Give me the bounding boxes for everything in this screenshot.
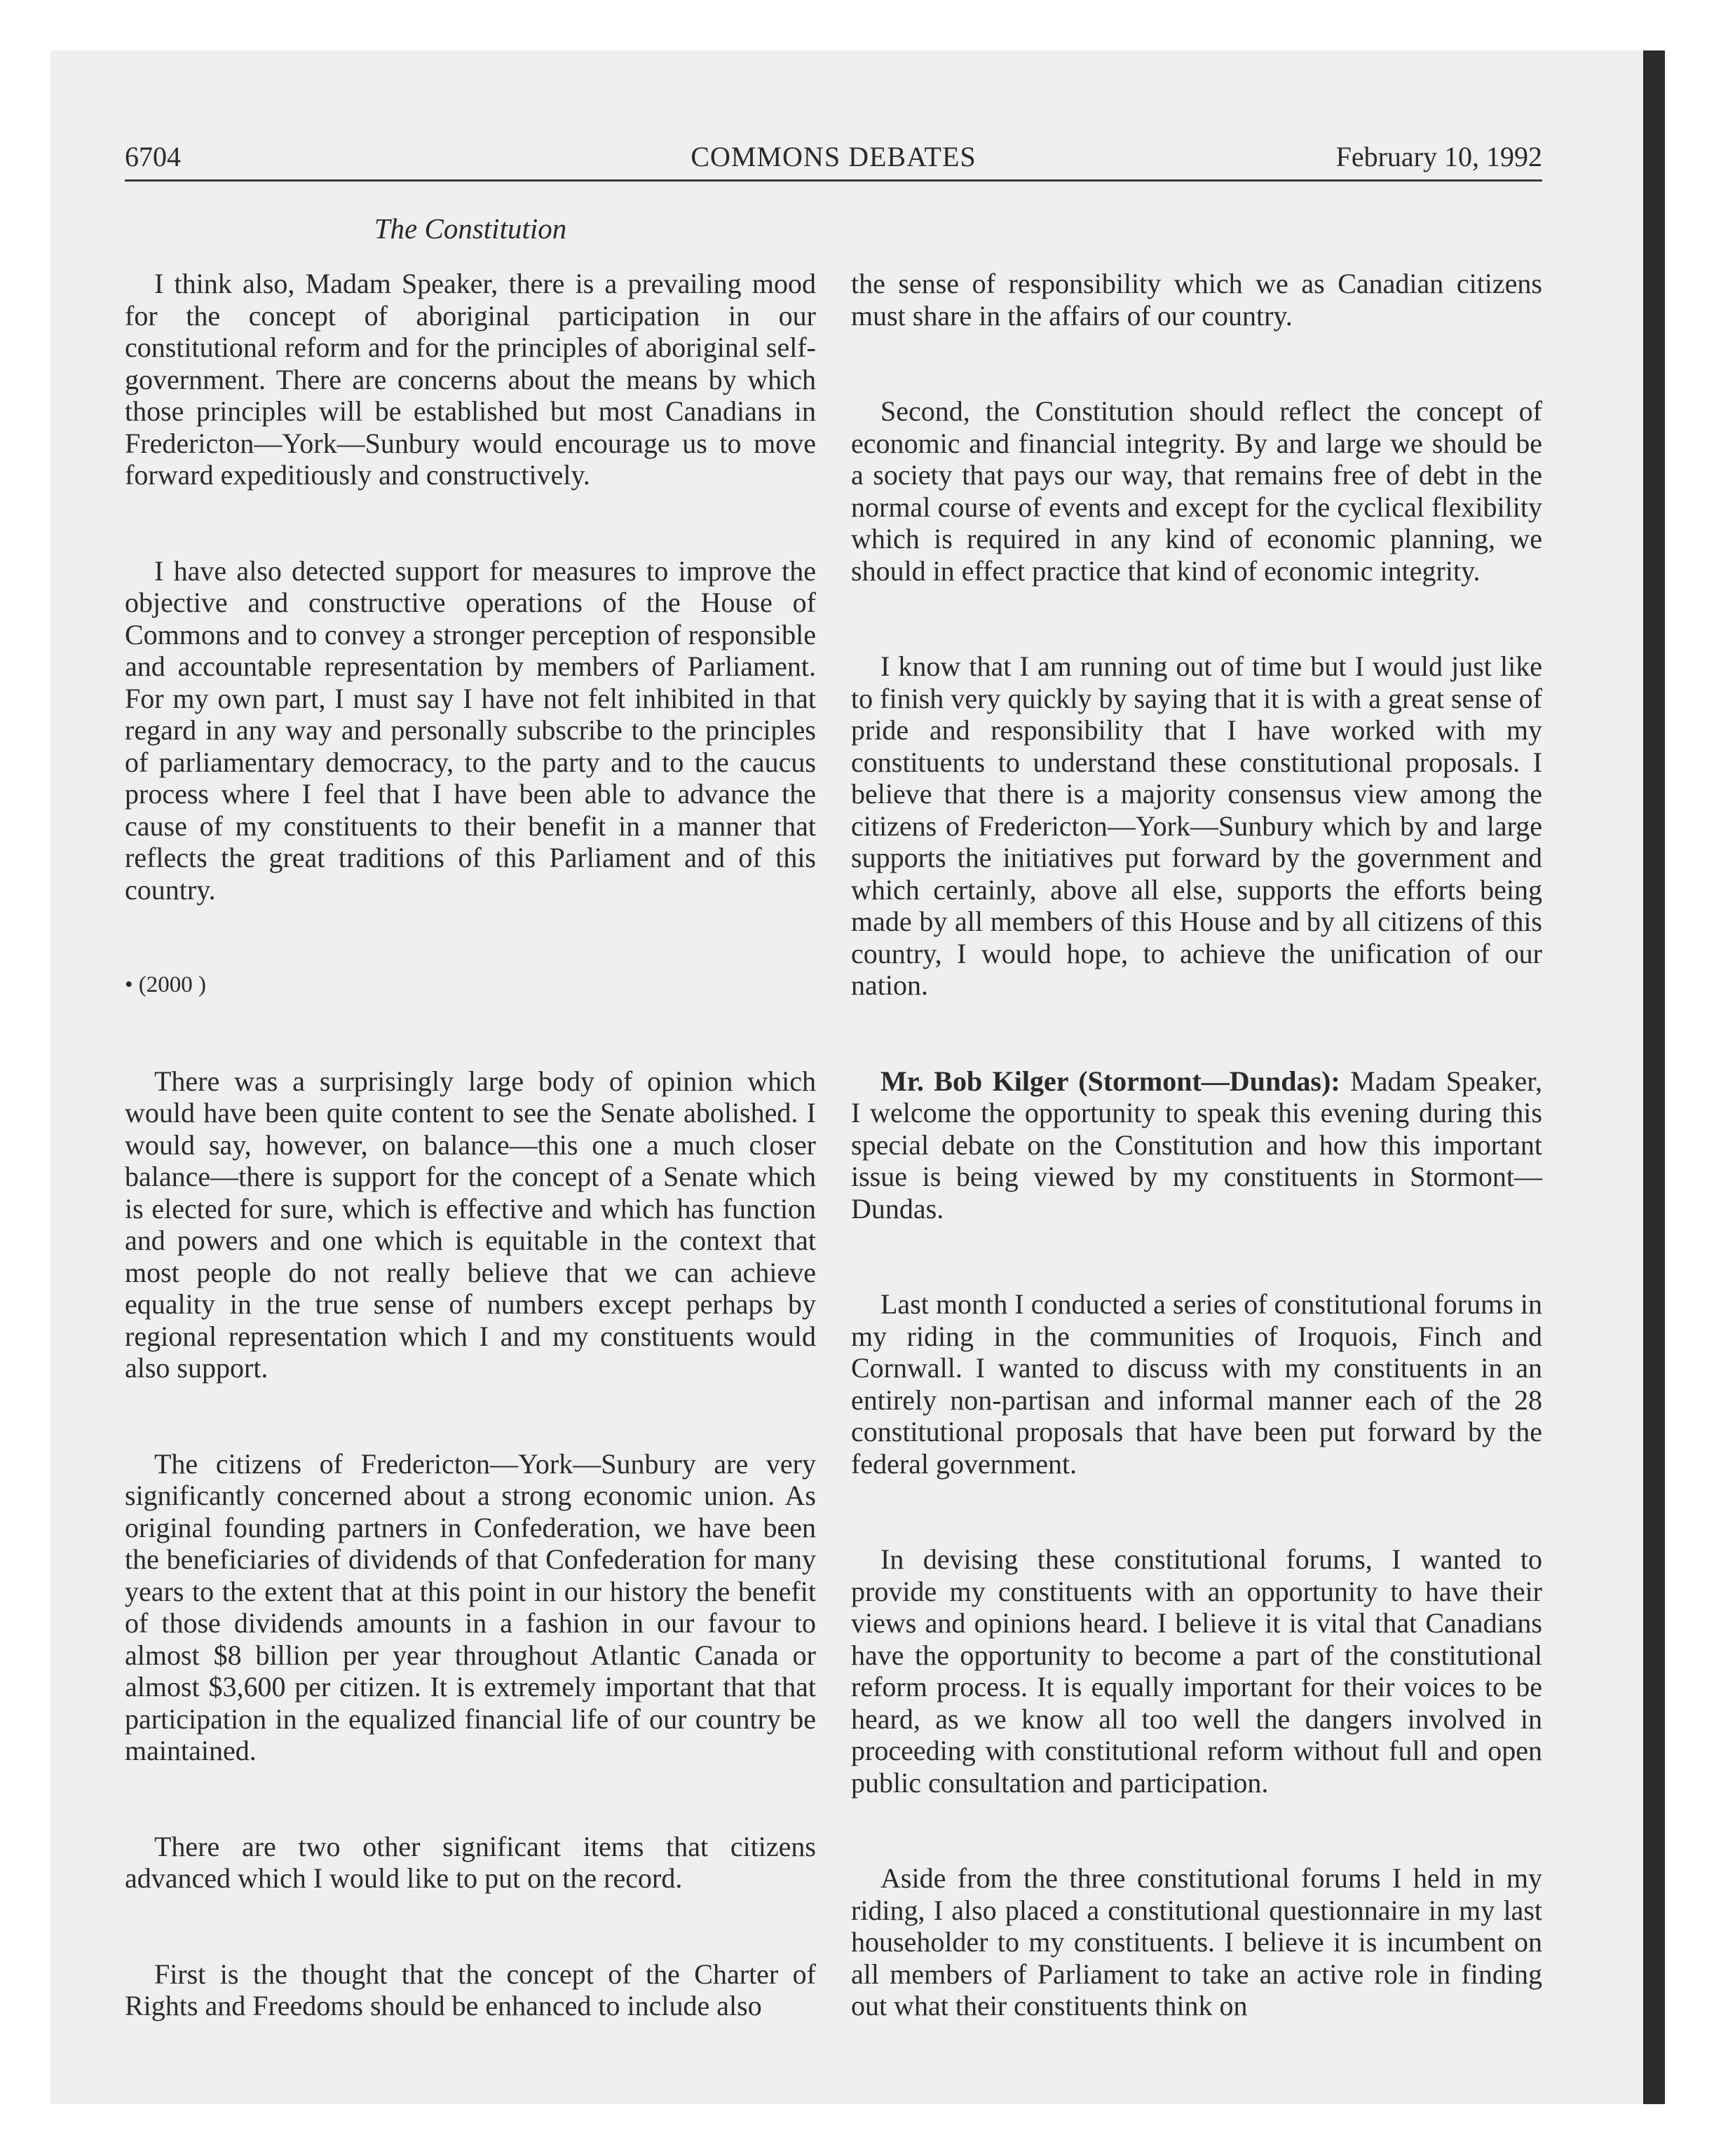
left-column [125, 268, 816, 2022]
speaker-name: Mr. Bob Kilger (Stormont—Dundas): [880, 1065, 1340, 1097]
paragraph: In devising these constitutional forums, I wanted to provide my constituents with an opportunity to have their views and opinions heard. I believe it is vital that Canadians have the opportunity to become a part of the constitutional reform process. It is equally important for their voices to be heard, as we know all too well the dangers involved in proceeding with constitutional reform without full and open public consultation and participation. [851, 1543, 1542, 1799]
page-number: 6704 [125, 141, 181, 172]
section-title: The Constitution [374, 212, 567, 245]
paragraph: There was a surprisingly large body of opinion which would have been quite content to see the Senate abolished. I would say, however, on balance—this one a much closer balance—there is support for the concept of a Senate which is elected for sure, which is effective and which has function and powers and one which is equitable in the context that most people do not really believe that we can achieve equality in the true sense of numbers except perhaps by regional representation which I and my constituents would also support. [125, 1065, 816, 1384]
paragraph: Last month I conducted a series of constitutional forums in my riding in the communities of Iroquois, Finch and Cornwall. I wanted to discuss with my constituents in an entirely non-partisan and informal manner each of the 28 constitutional proposals that have been put forward by the federal government. [851, 1288, 1542, 1480]
page-header [125, 140, 1542, 182]
right-column [851, 268, 1542, 2022]
paragraph: I know that I am running out of time but I would just like to finish very quickly by saying that it is with a great sense of pride and responsibility that I have worked with my constituents to understand these constitutional proposals. I believe that there is a majority consensus view among the citizens of Fredericton—York—Sunbury which by and large supports the initiatives put forward by the government and which certainly, above all else, supports the efforts being made by all members of this House and by all citizens of this country, I would hope, to achieve the unification of our nation. [851, 650, 1542, 1001]
speech-text: Madam Speaker, I welcome the opportunity to speak this evening during this special debate on the Constitution and how this important issue is being viewed by my constituents in Stormont—Dundas. [851, 1065, 1543, 1224]
paragraph: The citizens of Fredericton—York—Sunbury are very significantly concerned about a strong economic union. As original founding partners in Confederation, we have been the beneficiaries of dividends of that Confederation for many years to the extent that at this point in our history the benefit of those dividends amounts in a fashion in our favour to almost $8 billion per year throughout Atlantic Canada or almost $3,600 per citizen. It is extremely important that that participation in the equalized financial life of our country be maintained. [125, 1447, 816, 1766]
paragraph: Aside from the three constitutional forums I held in my riding, I also placed a constitutional questionnaire in my last householder to my constituents. I believe it is incumbent on all members of Parliament to take an active role in finding out what their constituents think on [851, 1862, 1542, 2021]
paragraph: I have also detected support for measures to improve the objective and constructive operations of the House of Commons and to convey a stronger perception of responsible and accountable representation by members of Parliament. For my own part, I must say I have not felt inhibited in that regard in any way and personally subscribe to the principles of parliamentary democracy, to the party and to the caucus process where I feel that I have been able to advance the cause of my constituents to their benefit in a manner that reflects the great traditions of this Parliament and of this country. [125, 554, 816, 906]
paragraph: I think also, Madam Speaker, there is a prevailing mood for the concept of aboriginal participation in our constitutional reform and for the principles of aboriginal self-government. There are concerns about the means by which those principles will be established but most Canadians in Fredericton—York—Sunbury would encourage us to move forward expeditiously and constructively. [125, 268, 816, 491]
paragraph: Second, the Constitution should reflect the concept of economic and financial integrity. By and large we should be a society that pays our way, that remains free of debt in the normal course of events and except for the cyclical flexibility which is required in any kind of economic planning, we should in effect practice that kind of economic integrity. [851, 395, 1542, 587]
paragraph: the sense of responsibility which we as Canadian citizens must share in the affairs of our country. [851, 268, 1542, 332]
time-marker: • (2000 ) [125, 972, 207, 997]
journal-title: COMMONS DEBATES [690, 141, 977, 172]
speech-paragraph [851, 1065, 1542, 1225]
scan-edge-bar [1643, 50, 1665, 2104]
issue-date: February 10, 1992 [1335, 141, 1542, 172]
paragraph: First is the thought that the concept of the Charter of Rights and Freedoms should be enhanced to include also [125, 1958, 816, 2021]
header-rule [125, 179, 1542, 182]
paragraph: There are two other significant items that citizens advanced which I would like to put on the record. [125, 1830, 816, 1894]
